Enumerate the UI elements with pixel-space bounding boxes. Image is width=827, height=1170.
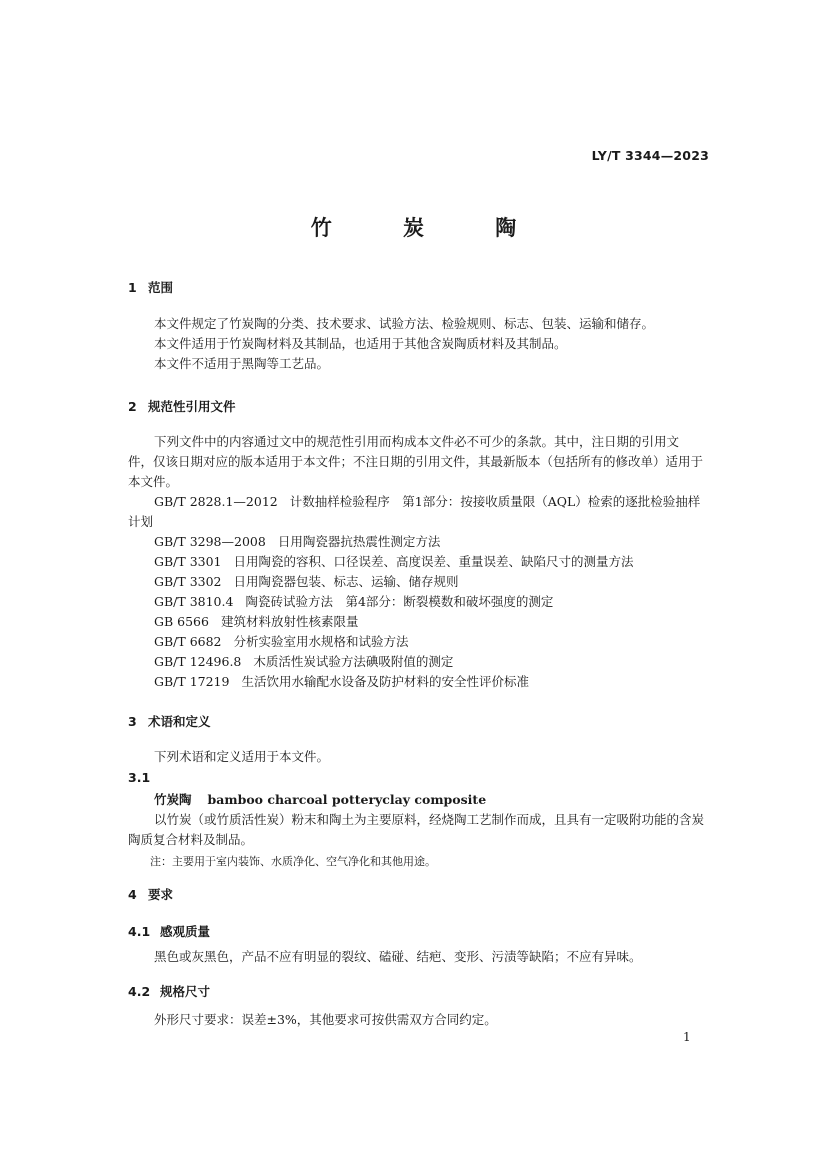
reference-item <box>154 532 440 552</box>
section-number: 2 <box>128 399 137 414</box>
subsection-4-1-heading <box>128 922 210 940</box>
section-4-heading <box>128 885 173 903</box>
reference-code: GB/T 6682 <box>154 634 222 649</box>
reference-item <box>154 652 453 672</box>
paragraph: 件，仅该日期对应的版本适用于本文件；不注日期的引用文件，其最新版本（包括所有的修改单）适用于 <box>128 454 704 469</box>
paragraph: 黑色或灰黑色，产品不应有明显的裂纹、磕碰、结疤、变形、污渍等缺陷；不应有异味。 <box>154 949 642 964</box>
paragraph: 本文件适用于竹炭陶材料及其制品，也适用于其他含炭陶质材料及其制品。 <box>154 336 567 351</box>
reference-item <box>154 612 358 632</box>
subsection-title: 规格尺寸 <box>160 984 211 999</box>
reference-code: GB/T 3302 <box>154 574 222 589</box>
paragraph: 本文件。 <box>128 474 179 489</box>
subsection-title: 感观质量 <box>160 924 211 939</box>
reference-title: 计数抽样检验程序 第1部分：按接收质量限（AQL）检索的逐批检验抽样 <box>289 494 701 509</box>
term-entry <box>154 790 486 808</box>
reference-code: GB/T 17219 <box>154 674 230 689</box>
section-number: 1 <box>128 280 137 295</box>
term-english: bamboo charcoal potteryclay composite <box>207 792 487 807</box>
reference-code: GB/T 3298—2008 <box>154 534 266 549</box>
term-chinese: 竹炭陶 <box>154 792 192 807</box>
reference-code: GB/T 12496.8 <box>154 654 242 669</box>
reference-title: 日用陶瓷器包装、标志、运输、储存规则 <box>233 574 459 589</box>
reference-item <box>154 572 459 592</box>
reference-title: 生活饮用水输配水设备及防护材料的安全性评价标准 <box>241 674 529 689</box>
reference-code: GB/T 3301 <box>154 554 222 569</box>
reference-title: 日用陶瓷器抗热震性测定方法 <box>277 534 441 549</box>
reference-item <box>154 492 700 512</box>
document-title: 竹 炭 陶 <box>310 216 549 240</box>
reference-code: GB 6566 <box>154 614 209 629</box>
reference-code: GB/T 3810.4 <box>154 594 234 609</box>
term-number: 3.1 <box>128 770 151 785</box>
section-number: 3 <box>128 714 137 729</box>
reference-title: 分析实验室用水规格和试验方法 <box>233 634 409 649</box>
reference-title: 陶瓷砖试验方法 第4部分：断裂模数和破坏强度的测定 <box>245 594 554 609</box>
reference-code: GB/T 2828.1—2012 <box>154 494 278 509</box>
reference-item <box>154 672 529 692</box>
paragraph: 外形尺寸要求：误差±3%，其他要求可按供需双方合同约定。 <box>154 1012 497 1027</box>
paragraph: 下列文件中的内容通过文中的规范性引用而构成本文件必不可少的条款。其中，注日期的引用文 <box>154 434 680 449</box>
paragraph: 下列术语和定义适用于本文件。 <box>154 749 330 764</box>
reference-title-continued: 计划 <box>128 514 154 529</box>
subsection-4-2-heading <box>128 982 210 1000</box>
reference-item <box>154 552 634 572</box>
reference-item <box>154 632 409 652</box>
subsection-number: 4.2 <box>128 984 151 999</box>
subsection-number: 4.1 <box>128 924 151 939</box>
section-number: 4 <box>128 887 137 902</box>
term-definition: 以竹炭（或竹质活性炭）粉末和陶土为主要原料，经烧陶工艺制作而成，且具有一定吸附功能的含炭 <box>154 812 705 827</box>
reference-item <box>154 592 553 612</box>
section-3-heading <box>128 712 211 730</box>
section-title: 规范性引用文件 <box>148 399 236 414</box>
section-1-heading <box>128 278 173 296</box>
section-title: 范围 <box>148 280 174 295</box>
paragraph: 本文件规定了竹炭陶的分类、技术要求、试验方法、检验规则、标志、包装、运输和储存。 <box>154 316 655 331</box>
section-title: 要求 <box>148 887 174 902</box>
section-2-heading <box>128 397 236 415</box>
page-number: 1 <box>683 1030 691 1044</box>
reference-title: 木质活性炭试验方法碘吸附值的测定 <box>253 654 454 669</box>
section-title: 术语和定义 <box>148 714 211 729</box>
paragraph: 本文件不适用于黑陶等工艺品。 <box>154 356 330 371</box>
term-definition-cont: 陶质复合材料及制品。 <box>128 832 254 847</box>
standard-code: LY/T 3344—2023 <box>591 148 709 163</box>
reference-title: 日用陶瓷的容积、口径误差、高度误差、重量误差、缺陷尺寸的测量方法 <box>233 554 634 569</box>
reference-title: 建筑材料放射性核素限量 <box>220 614 359 629</box>
term-note: 注：主要用于室内装饰、水质净化、空气净化和其他用途。 <box>150 855 436 868</box>
